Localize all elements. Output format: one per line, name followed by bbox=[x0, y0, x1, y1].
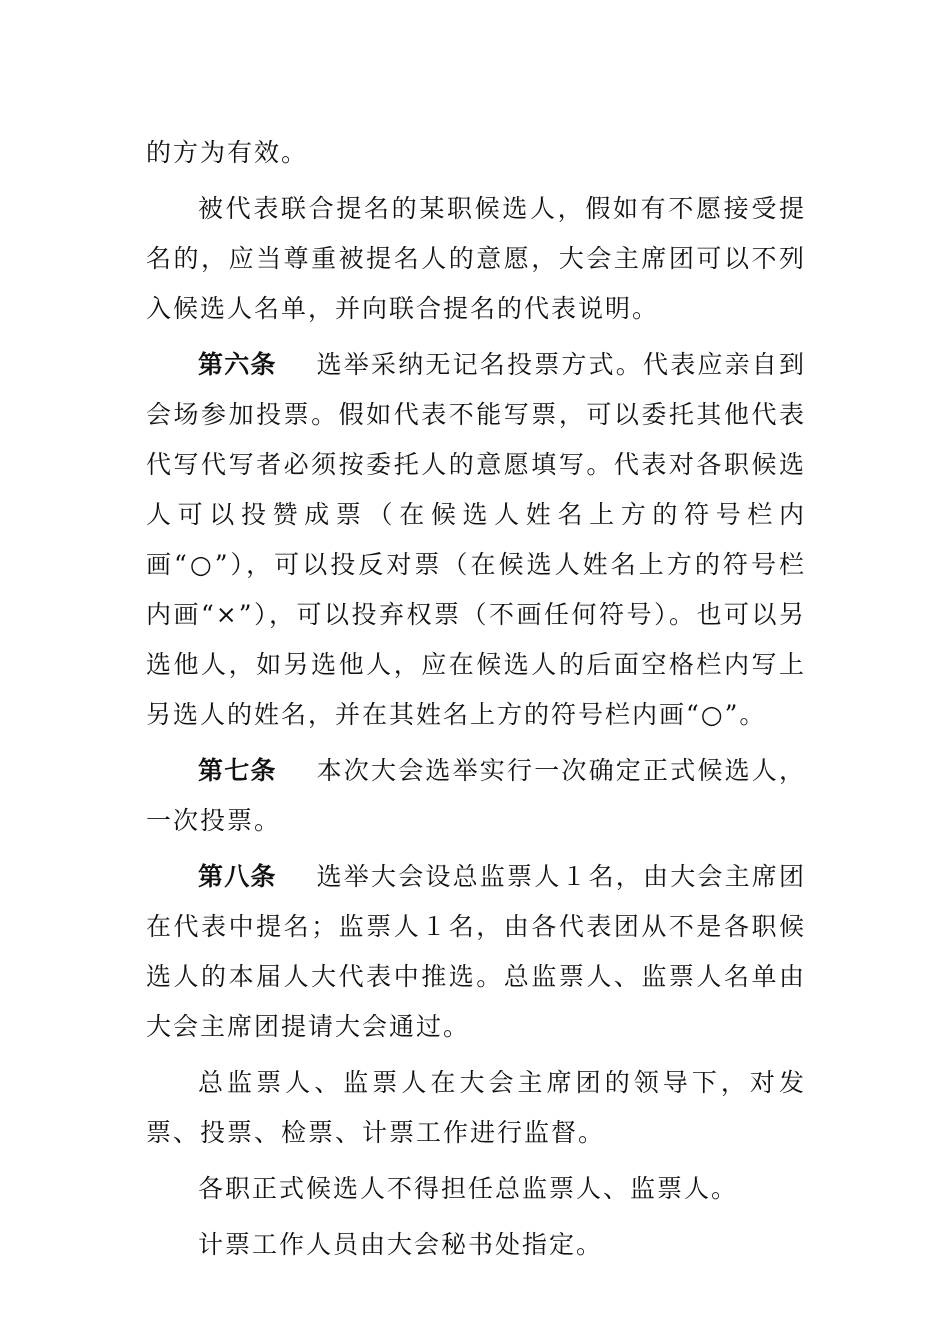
paragraph-7 bbox=[146, 1164, 806, 1214]
article-heading: 第六条 bbox=[198, 350, 277, 379]
paragraph-text: 各职正式候选人不得担任总监票人、监票人。 bbox=[198, 1174, 739, 1203]
paragraph-2 bbox=[146, 184, 806, 334]
document-page bbox=[146, 128, 806, 1276]
article-heading: 第七条 bbox=[198, 756, 277, 785]
paragraph-text: 本次大会选举实行一次确定正式候选人，一次投票。 bbox=[146, 756, 806, 835]
paragraph-text: 被代表联合提名的某职候选人，假如有不愿接受提名的，应当尊重被提名人的意愿，大会主席团可以不列入候选人名单，并向联合提名的代表说明。 bbox=[146, 194, 806, 323]
article-6-paragraph bbox=[146, 340, 806, 740]
paragraph-6 bbox=[146, 1058, 806, 1158]
article-7-paragraph bbox=[146, 746, 806, 846]
paragraph-text: 的方为有效。 bbox=[146, 138, 309, 167]
paragraph-text: 选举大会设总监票人１名，由大会主席团在代表中提名；监票人１名，由各代表团从不是各职候选人的本届人大代表中推选。总监票人、监票人名单由大会主席团提请大会通过。 bbox=[146, 862, 806, 1041]
paragraph-text: 计票工作人员由大会秘书处指定。 bbox=[198, 1230, 604, 1259]
article-heading: 第八条 bbox=[198, 862, 277, 891]
paragraph-1 bbox=[146, 128, 806, 178]
paragraph-text: 总监票人、监票人在大会主席团的领导下，对发票、投票、检票、计票工作进行监督。 bbox=[146, 1068, 806, 1147]
article-8-paragraph bbox=[146, 852, 806, 1052]
paragraph-text: 选举采纳无记名投票方式。代表应亲自到会场参加投票。假如代表不能写票，可以委托其他代表代写代写者必须按委托人的意愿填写。代表对各职候选人可以投赞成票（在候选人姓名上方的符号栏内画“○”），可以投反对票（在候选人姓名上方的符号栏内画“×”），可以投弃权票（不画任何符号）。也可以另选他人，如另选他人，应在候选人的后面空格栏内写上另选人的姓名，并在其姓名上方的符号栏内画“○”。 bbox=[146, 350, 806, 729]
paragraph-8 bbox=[146, 1220, 806, 1270]
